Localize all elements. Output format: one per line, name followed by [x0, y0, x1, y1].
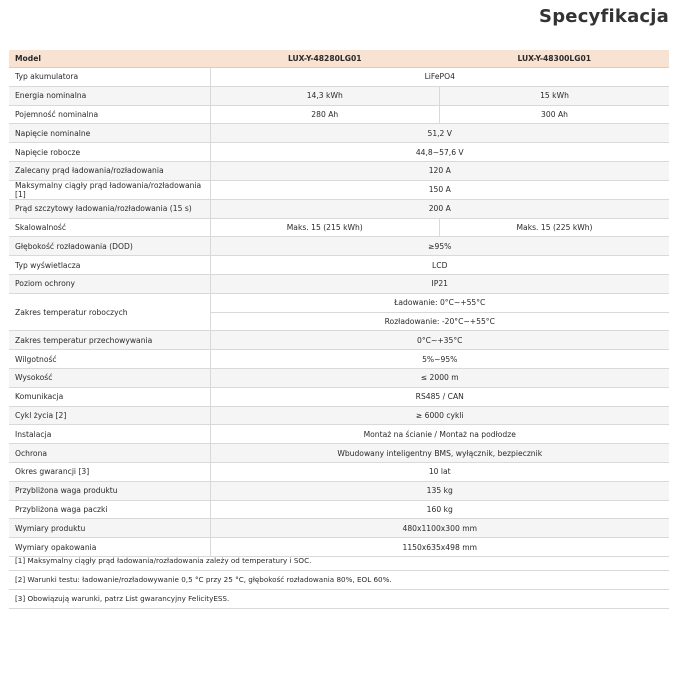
- table-row: [9, 519, 669, 538]
- row-label: Komunikacja: [9, 387, 210, 406]
- row-label: Poziom ochrony: [9, 274, 210, 293]
- footnote: [3] Obowiązują warunki, patrz List gwarancyjny FelicityESS.: [9, 590, 669, 609]
- row-value: ≤ 2000 m: [210, 368, 669, 387]
- row-label: Napięcie nominalne: [9, 124, 210, 143]
- row-value: LCD: [210, 256, 669, 275]
- row-label: Energia nominalna: [9, 86, 210, 105]
- row-label: Wysokość: [9, 368, 210, 387]
- row-value-a: Maks. 15 (215 kWh): [210, 218, 440, 237]
- table-row: [9, 180, 669, 199]
- table-row: [9, 406, 669, 425]
- table-row: [9, 237, 669, 256]
- table-row: [9, 425, 669, 444]
- row-label: Typ wyświetlacza: [9, 256, 210, 275]
- table-row: [9, 350, 669, 369]
- table-header-row: [9, 50, 669, 68]
- header-model-a: LUX-Y-48280LG01: [210, 50, 440, 68]
- row-value: 10 lat: [210, 462, 669, 481]
- row-label: Skalowalność: [9, 218, 210, 237]
- header-model-b: LUX-Y-48300LG01: [440, 50, 670, 68]
- row-value: 44,8~57,6 V: [210, 143, 669, 162]
- row-value: ≥ 6000 cykli: [210, 406, 669, 425]
- row-label: Przybliżona waga paczki: [9, 500, 210, 519]
- row-value: RS485 / CAN: [210, 387, 669, 406]
- row-value: 480x1100x300 mm: [210, 519, 669, 538]
- row-value-charge: Ładowanie: 0°C~+55°C: [210, 293, 669, 312]
- row-label: Prąd szczytowy ładowania/rozładowania (15 s): [9, 199, 210, 218]
- table-row: [9, 124, 669, 143]
- table-row: [9, 143, 669, 162]
- row-label: Pojemność nominalna: [9, 105, 210, 124]
- row-label: Przybliżona waga produktu: [9, 481, 210, 500]
- row-value: 120 A: [210, 161, 669, 180]
- row-value: 5%~95%: [210, 350, 669, 369]
- row-value: 150 A: [210, 180, 669, 199]
- row-value: LiFePO4: [210, 68, 669, 87]
- row-value: ≥95%: [210, 237, 669, 256]
- row-value-b: Maks. 15 (225 kWh): [440, 218, 670, 237]
- spec-table: [9, 50, 669, 557]
- table-row: [9, 331, 669, 350]
- header-label: Model: [9, 50, 210, 68]
- row-value: Wbudowany inteligentny BMS, wyłącznik, bezpiecznik: [210, 444, 669, 463]
- row-label: Instalacja: [9, 425, 210, 444]
- row-value: 135 kg: [210, 481, 669, 500]
- table-row: [9, 218, 669, 237]
- table-row: [9, 199, 669, 218]
- row-label: Zakres temperatur roboczych: [9, 293, 210, 331]
- footnote: [2] Warunki testu: ładowanie/rozładowywanie 0,5 °C przy 25 °C, głębokość rozładowania 80%, EOL 60%.: [9, 571, 669, 590]
- row-value: 200 A: [210, 199, 669, 218]
- table-row: [9, 368, 669, 387]
- row-value-a: 280 Ah: [210, 105, 440, 124]
- row-value-discharge: Rozładowanie: -20°C~+55°C: [210, 312, 669, 331]
- table-row: [9, 105, 669, 124]
- row-value-b: 300 Ah: [440, 105, 670, 124]
- row-label: Okres gwarancji [3]: [9, 462, 210, 481]
- table-row: [9, 274, 669, 293]
- row-label: Głębokość rozładowania (DOD): [9, 237, 210, 256]
- row-label: Maksymalny ciągły prąd ładowania/rozładowania [1]: [9, 180, 210, 199]
- row-value: 51,2 V: [210, 124, 669, 143]
- table-row: [9, 481, 669, 500]
- table-row: [9, 500, 669, 519]
- row-value-a: 14,3 kWh: [210, 86, 440, 105]
- row-label: Typ akumulatora: [9, 68, 210, 87]
- table-row: [9, 293, 669, 312]
- footnote: [1] Maksymalny ciągły prąd ładowania/rozładowania zależy od temperatury i SOC.: [9, 552, 669, 571]
- page-title: Specyfikacja: [539, 6, 669, 27]
- row-value: Montaż na ścianie / Montaż na podłodze: [210, 425, 669, 444]
- row-label: Napięcie robocze: [9, 143, 210, 162]
- table-row: [9, 462, 669, 481]
- row-label: Ochrona: [9, 444, 210, 463]
- row-value: IP21: [210, 274, 669, 293]
- footnotes: [9, 552, 669, 609]
- table-row: [9, 387, 669, 406]
- row-value: 1150x635x498 mm: [210, 538, 669, 557]
- row-value: 0°C~+35°C: [210, 331, 669, 350]
- table-row: [9, 68, 669, 87]
- table-row: [9, 256, 669, 275]
- row-label: Wymiary opakowania: [9, 538, 210, 557]
- row-label: Cykl życia [2]: [9, 406, 210, 425]
- table-row: [9, 444, 669, 463]
- table-row: [9, 86, 669, 105]
- table-row: [9, 161, 669, 180]
- row-label: Zakres temperatur przechowywania: [9, 331, 210, 350]
- row-label: Wilgotność: [9, 350, 210, 369]
- row-value-b: 15 kWh: [440, 86, 670, 105]
- row-label: Zalecany prąd ładowania/rozładowania: [9, 161, 210, 180]
- row-value: 160 kg: [210, 500, 669, 519]
- row-label: Wymiary produktu: [9, 519, 210, 538]
